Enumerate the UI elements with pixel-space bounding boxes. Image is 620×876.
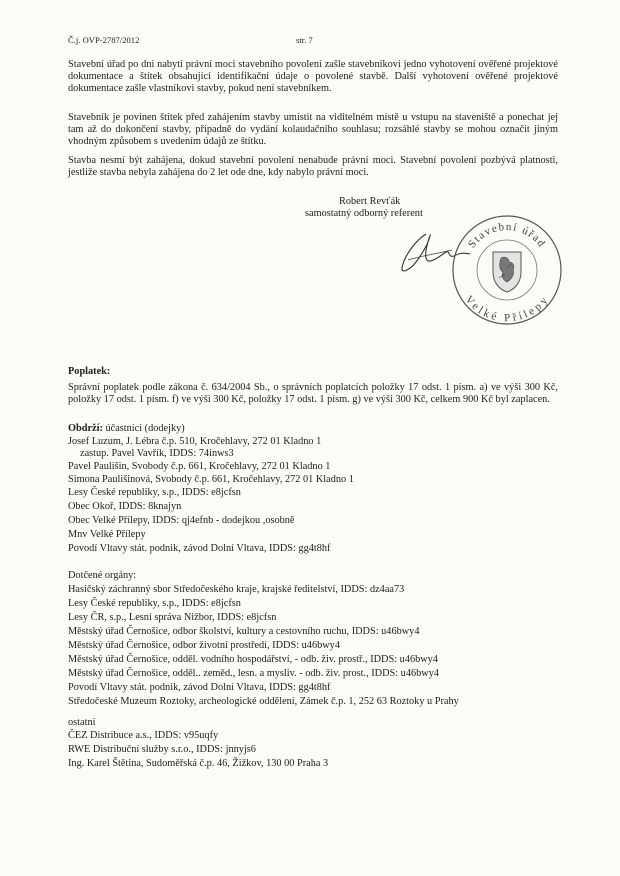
recipients-header (68, 423, 185, 435)
other-line: Ing. Karel Štětina, Sudoměřská č.p. 46, Žižkov, 130 00 Praha 3 (68, 758, 329, 769)
signatory-name: Robert Revťák (339, 196, 401, 207)
document-reference: Č.j. OVP-2787/2012 (68, 35, 140, 45)
recipient-line: Mnv Velké Přílepy (68, 529, 146, 540)
others-label: ostatní (68, 717, 96, 728)
recipient-line: Povodí Vltavy stát. podnik, závod Dolní Vltava, IDDS: gg4t8hf (68, 543, 331, 554)
recipient-line: Lesy České republiky, s.p., IDDS: e8jcfsn (68, 487, 241, 498)
paragraph-documentation: Stavební úřad po dni nabytí právní moci stavebního povolení zašle stavebníkovi jedno vyhotovení ověřené projektové dokumentace a štítek obsahující identifikační údaje o povolené stavbě. Další vyhotovení ověřené projektové dokumentace zašle vlastníkovi stavby, pokud není stavebníkem. (68, 59, 558, 94)
authority-line: Středočeské Muzeum Roztoky, archeologické oddělení, Zámek č.p. 1, 252 63 Roztoky u Prahy (68, 696, 459, 707)
recipients-note: účastníci (dodejky) (105, 423, 185, 434)
authority-line: Městský úřad Černošice, odbor školství, kultury a cestovního ruchu, IDDS: u46bwy4 (68, 626, 420, 637)
authority-line: Městský úřad Černošice, odbor životní prostředí, IDDS: u46bwy4 (68, 640, 340, 651)
stamp-text-top: Stavební úřad (465, 220, 549, 251)
authorities-label: Dotčené orgány: (68, 570, 137, 581)
authority-line: Lesy České republiky, s.p., IDDS: e8jcfsn (68, 598, 241, 609)
other-line: RWE Distribuční služby s.r.o., IDDS: jnnyjs6 (68, 744, 256, 755)
recipient-line: Simona Paulišinová, Svobody č.p. 661, Kročehlavy, 272 01 Kladno 1 (68, 474, 354, 485)
paragraph-validity: Stavba nesmí být zahájena, dokud stavební povolení nenabude právní moci. Stavební povolení pozbývá platnosti, jestliže stavba nebyla zahájena do 2 let ode dne, kdy nabylo právní moci. (68, 155, 558, 178)
recipients-label: Obdrží: (68, 423, 103, 434)
recipient-line: Obec Okoř, IDDS: 8knajyn (68, 501, 182, 512)
authority-line: Lesy ČR, s.p., Lesní správa Nižbor, IDDS: e8jcfsn (68, 612, 277, 623)
other-line: ČEZ Distribuce a.s., IDDS: v95uqfy (68, 730, 219, 741)
svg-text:Velké Přílepy (463, 294, 552, 325)
authority-line: Městský úřad Černošice, odděl.. zeměd., lesn. a mysliv. - odb. živ. prost., IDDS: u46bwy4 (68, 668, 440, 679)
authority-line: Městský úřad Černošice, odděl. vodního hospodářství, - odb. živ. prostř., IDDS: u46bwy4 (68, 654, 438, 665)
svg-text:Stavební úřad (466, 221, 548, 250)
authority-line: Povodí Vltavy stát. podnik, závod Dolní Vltava, IDDS: gg4t8hf (68, 682, 331, 693)
official-stamp (449, 212, 565, 328)
fee-text: Správní poplatek podle zákona č. 634/2004 Sb., o správních poplatcích položky 17 odst. 1 písm. a) ve výši 300 Kč, položky 17 odst. 1 písm. f) ve výši 300 Kč, položky 17 odst. 1 písm. g) ve výši 300 Kč, celkem 900 Kč byl zaplacen. (68, 382, 558, 405)
fee-heading: Poplatek: (68, 366, 111, 377)
stamp-text-bottom: Velké Přílepy (462, 293, 552, 325)
recipient-line: Josef Luzum, J. Lébra č.p. 510, Kročehlavy, 272 01 Kladno 1 (68, 436, 322, 447)
recipient-line: zastup. Pavel Vavřík, IDDS: 74inws3 (80, 448, 234, 459)
paragraph-label-placement: Stavebník je povinen štítek před zahájením stavby umístit na viditelném místě u vstupu na staveniště a ponechat jej tam až do dokončení stavby, případně do vydání kolaudačního souhlasu; rozsáhlé stavby se mohou označit jiným vhodným způsobem s uvedením údajů ze štítku. (68, 112, 558, 147)
recipient-line: Pavel Paulišin, Svobody č.p. 661, Kročehlavy, 272 01 Kladno 1 (68, 461, 331, 472)
recipient-line: Obec Velké Přílepy, IDDS: qj4efnb - dodejkou ,osobně (68, 515, 295, 526)
authority-line: Hasičský záchranný sbor Středočeského kraje, krajské ředitelství, IDDS: dz4aa73 (68, 584, 405, 595)
signatory-title: samostatný odborný referent (305, 208, 423, 219)
page-number: str. 7 (296, 35, 313, 45)
